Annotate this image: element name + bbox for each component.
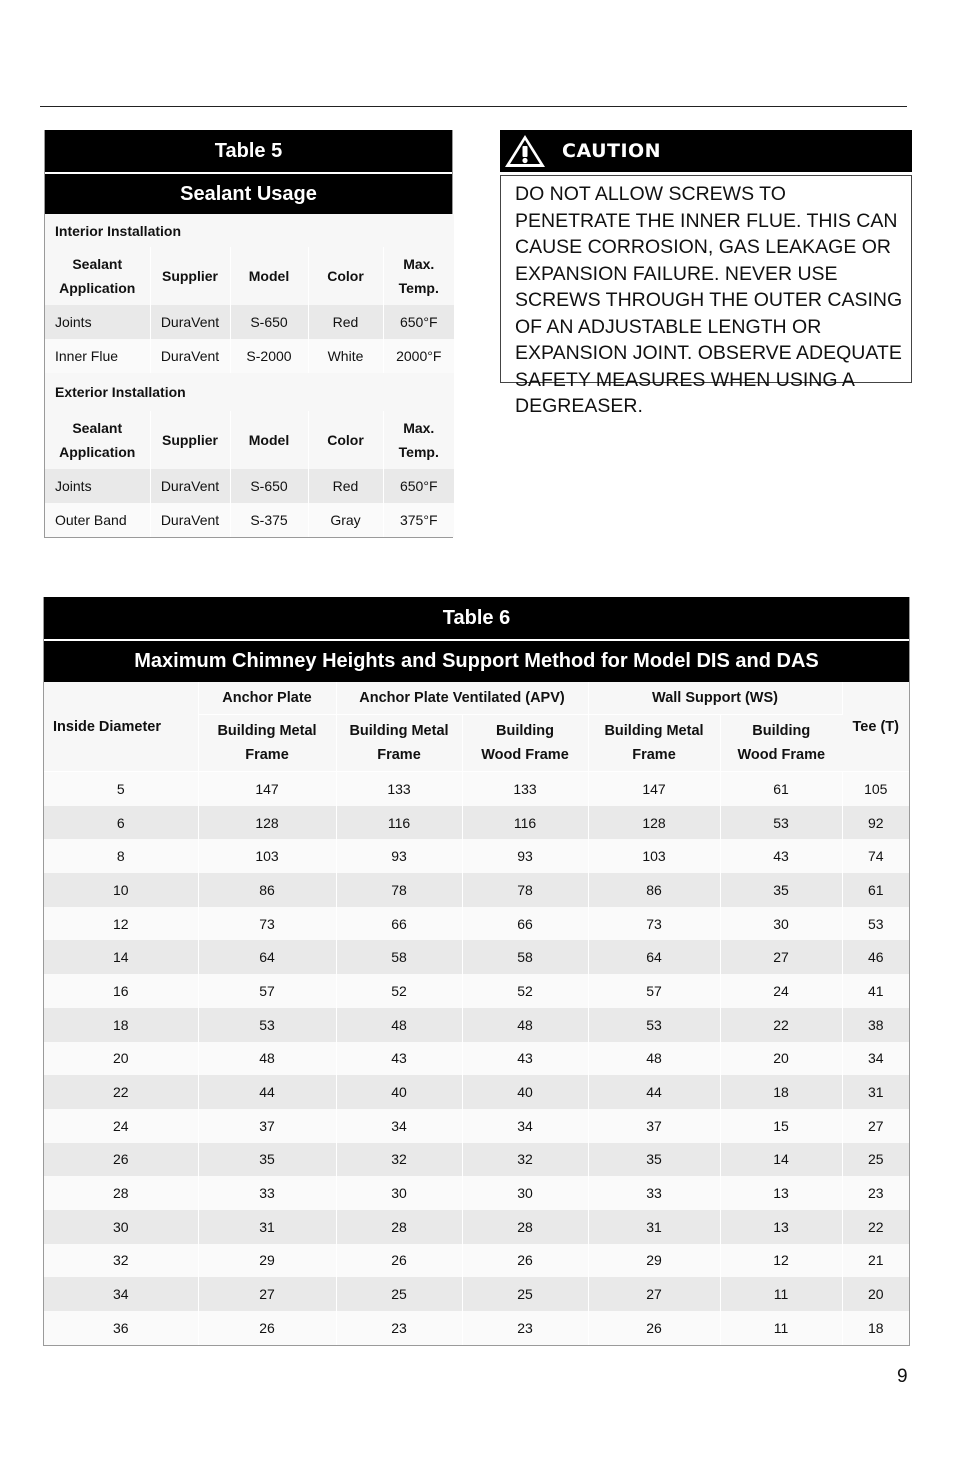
table-5-subtitle: Sealant Usage xyxy=(45,174,452,214)
cell: 34 xyxy=(336,1109,462,1143)
cell: Joints xyxy=(45,469,150,503)
cell: 13 xyxy=(720,1210,842,1244)
cell: 12 xyxy=(44,907,198,941)
cell: 86 xyxy=(198,873,336,907)
col-header-max-temp: Max. Temp. xyxy=(383,411,454,469)
cell: 24 xyxy=(44,1109,198,1143)
cell: 93 xyxy=(462,839,588,873)
cell: 26 xyxy=(336,1244,462,1278)
interior-installation-label: Interior Installation xyxy=(45,214,454,247)
cell: 28 xyxy=(336,1210,462,1244)
cell: 27 xyxy=(720,940,842,974)
cell: 133 xyxy=(336,772,462,806)
cell: 375°F xyxy=(383,503,454,537)
col-header-inside-diameter: Inside Diameter xyxy=(44,682,198,772)
table-row xyxy=(45,469,454,503)
cell: 25 xyxy=(462,1277,588,1311)
cell: 30 xyxy=(720,907,842,941)
sealant-table xyxy=(45,214,454,537)
cell: 33 xyxy=(198,1176,336,1210)
cell: 128 xyxy=(588,806,720,840)
cell: 52 xyxy=(336,974,462,1008)
cell: 53 xyxy=(588,1008,720,1042)
cell: 78 xyxy=(336,873,462,907)
cell: 6 xyxy=(44,806,198,840)
table-row xyxy=(44,839,909,873)
cell: 30 xyxy=(336,1176,462,1210)
cell: 27 xyxy=(198,1277,336,1311)
cell: 32 xyxy=(336,1143,462,1177)
cell: 37 xyxy=(198,1109,336,1143)
cell: 11 xyxy=(720,1277,842,1311)
cell: 57 xyxy=(198,974,336,1008)
caution-label: CAUTION xyxy=(562,140,662,162)
table-6 xyxy=(43,597,910,1346)
cell: 2000°F xyxy=(383,339,454,373)
cell: 32 xyxy=(462,1143,588,1177)
table-row xyxy=(44,1075,909,1109)
cell: 27 xyxy=(842,1109,909,1143)
cell: 78 xyxy=(462,873,588,907)
cell: 36 xyxy=(44,1311,198,1345)
table-row xyxy=(44,806,909,840)
table-row xyxy=(44,1109,909,1143)
cell: 22 xyxy=(720,1008,842,1042)
cell: 32 xyxy=(44,1244,198,1278)
cell: 41 xyxy=(842,974,909,1008)
table-row xyxy=(45,305,454,339)
cell: 31 xyxy=(842,1075,909,1109)
cell: 53 xyxy=(720,806,842,840)
cell: 20 xyxy=(720,1042,842,1076)
cell: DuraVent xyxy=(150,469,230,503)
cell: Red xyxy=(308,469,383,503)
table-5-title: Table 5 xyxy=(45,130,452,174)
table-row xyxy=(45,503,454,537)
cell: 23 xyxy=(462,1311,588,1345)
cell: Inner Flue xyxy=(45,339,150,373)
cell: 10 xyxy=(44,873,198,907)
cell: 26 xyxy=(462,1244,588,1278)
chimney-heights-table xyxy=(44,682,909,1345)
cell: 43 xyxy=(336,1042,462,1076)
cell: 53 xyxy=(842,907,909,941)
cell: 61 xyxy=(842,873,909,907)
col-header-sealant-application: Sealant Application xyxy=(45,247,150,305)
cell: S-650 xyxy=(230,469,308,503)
cell: 34 xyxy=(462,1109,588,1143)
cell: 29 xyxy=(198,1244,336,1278)
cell: 11 xyxy=(720,1311,842,1345)
cell: 48 xyxy=(462,1008,588,1042)
cell: DuraVent xyxy=(150,503,230,537)
col-header-wood-frame: Building Wood Frame xyxy=(720,715,842,772)
cell: 73 xyxy=(588,907,720,941)
table-6-subtitle: Maximum Chimney Heights and Support Method for Model DIS and DAS xyxy=(44,641,909,682)
table-row xyxy=(44,1008,909,1042)
cell: 86 xyxy=(588,873,720,907)
cell: 650°F xyxy=(383,305,454,339)
cell: 103 xyxy=(198,839,336,873)
cell: 44 xyxy=(198,1075,336,1109)
cell: 22 xyxy=(842,1210,909,1244)
cell: 26 xyxy=(44,1143,198,1177)
cell: 53 xyxy=(198,1008,336,1042)
cell: 34 xyxy=(842,1042,909,1076)
cell: 93 xyxy=(336,839,462,873)
cell: 58 xyxy=(462,940,588,974)
cell: 23 xyxy=(336,1311,462,1345)
cell: 21 xyxy=(842,1244,909,1278)
cell: 18 xyxy=(842,1311,909,1345)
cell: 35 xyxy=(198,1143,336,1177)
cell: 64 xyxy=(198,940,336,974)
table-row xyxy=(44,1042,909,1076)
cell: White xyxy=(308,339,383,373)
col-header-model: Model xyxy=(230,411,308,469)
cell: 46 xyxy=(842,940,909,974)
cell: S-2000 xyxy=(230,339,308,373)
cell: 20 xyxy=(44,1042,198,1076)
cell: 48 xyxy=(198,1042,336,1076)
cell: 43 xyxy=(720,839,842,873)
col-header-tee: Tee (T) xyxy=(842,682,909,772)
cell: DuraVent xyxy=(150,339,230,373)
page-number: 9 xyxy=(897,1366,908,1387)
cell: 128 xyxy=(198,806,336,840)
cell: 33 xyxy=(588,1176,720,1210)
cell: 650°F xyxy=(383,469,454,503)
cell: 64 xyxy=(588,940,720,974)
table-row xyxy=(44,1277,909,1311)
cell: 25 xyxy=(842,1143,909,1177)
cell: 20 xyxy=(842,1277,909,1311)
cell: 48 xyxy=(588,1042,720,1076)
cell: 52 xyxy=(462,974,588,1008)
top-rule xyxy=(40,106,907,107)
cell: 116 xyxy=(336,806,462,840)
table-row xyxy=(44,1210,909,1244)
col-header-supplier: Supplier xyxy=(150,411,230,469)
cell: 116 xyxy=(462,806,588,840)
cell: 57 xyxy=(588,974,720,1008)
col-header-color: Color xyxy=(308,247,383,305)
col-group-anchor-plate: Anchor Plate xyxy=(198,682,336,715)
table-6-title: Table 6 xyxy=(44,597,909,641)
table-row xyxy=(44,772,909,806)
cell: 30 xyxy=(462,1176,588,1210)
cell: 29 xyxy=(588,1244,720,1278)
cell: 16 xyxy=(44,974,198,1008)
cell: S-375 xyxy=(230,503,308,537)
exterior-installation-label: Exterior Installation xyxy=(45,373,454,411)
table-row xyxy=(44,1176,909,1210)
cell: 66 xyxy=(462,907,588,941)
cell: 15 xyxy=(720,1109,842,1143)
table-row xyxy=(44,940,909,974)
col-header-supplier: Supplier xyxy=(150,247,230,305)
cell: Outer Band xyxy=(45,503,150,537)
cell: 31 xyxy=(198,1210,336,1244)
cell: 48 xyxy=(336,1008,462,1042)
cell: 43 xyxy=(462,1042,588,1076)
cell: 14 xyxy=(720,1143,842,1177)
cell: 147 xyxy=(198,772,336,806)
cell: 24 xyxy=(720,974,842,1008)
table-5 xyxy=(44,130,453,538)
cell: 44 xyxy=(588,1075,720,1109)
cell: 13 xyxy=(720,1176,842,1210)
table-row xyxy=(44,1244,909,1278)
cell: 28 xyxy=(44,1176,198,1210)
cell: 58 xyxy=(336,940,462,974)
cell: Gray xyxy=(308,503,383,537)
table-row xyxy=(44,974,909,1008)
cell: 133 xyxy=(462,772,588,806)
cell: 66 xyxy=(336,907,462,941)
cell: 105 xyxy=(842,772,909,806)
table-row xyxy=(44,1311,909,1345)
cell: Red xyxy=(308,305,383,339)
caution-text: DO NOT ALLOW SCREWS TO PENETRATE THE INNER FLUE. THIS CAN CAUSE CORROSION, GAS LEAKAGE OR EXPANSION FAILURE. NEVER USE SCREWS THROUGH THE OUTER CASING OF AN ADJUSTABLE LENGTH OR EXPANSION JOINT. OBSERVE ADEQUATE SAFETY MEASURES WHEN USING A DEGREASER. xyxy=(500,175,912,383)
col-header-metal-frame: Building Metal Frame xyxy=(588,715,720,772)
cell: 14 xyxy=(44,940,198,974)
cell: Joints xyxy=(45,305,150,339)
table-row xyxy=(44,907,909,941)
cell: 8 xyxy=(44,839,198,873)
caution-header xyxy=(500,130,912,172)
cell: 34 xyxy=(44,1277,198,1311)
cell: 26 xyxy=(198,1311,336,1345)
cell: 22 xyxy=(44,1075,198,1109)
cell: 5 xyxy=(44,772,198,806)
cell: 40 xyxy=(462,1075,588,1109)
cell: 12 xyxy=(720,1244,842,1278)
cell: 38 xyxy=(842,1008,909,1042)
col-header-model: Model xyxy=(230,247,308,305)
table-row xyxy=(44,1143,909,1177)
col-header-wood-frame: Building Wood Frame xyxy=(462,715,588,772)
cell: S-650 xyxy=(230,305,308,339)
cell: 35 xyxy=(720,873,842,907)
cell: 92 xyxy=(842,806,909,840)
cell: 25 xyxy=(336,1277,462,1311)
cell: 73 xyxy=(198,907,336,941)
cell: 103 xyxy=(588,839,720,873)
cell: DuraVent xyxy=(150,305,230,339)
col-header-sealant-application: Sealant Application xyxy=(45,411,150,469)
col-header-metal-frame: Building Metal Frame xyxy=(198,715,336,772)
cell: 18 xyxy=(44,1008,198,1042)
cell: 27 xyxy=(588,1277,720,1311)
col-header-metal-frame: Building Metal Frame xyxy=(336,715,462,772)
cell: 30 xyxy=(44,1210,198,1244)
cell: 147 xyxy=(588,772,720,806)
table-row xyxy=(45,339,454,373)
caution-box xyxy=(500,130,912,417)
cell: 18 xyxy=(720,1075,842,1109)
col-group-apv: Anchor Plate Ventilated (APV) xyxy=(336,682,588,715)
warning-triangle-icon xyxy=(500,130,550,172)
col-group-wall-support: Wall Support (WS) xyxy=(588,682,842,715)
cell: 61 xyxy=(720,772,842,806)
col-header-max-temp: Max. Temp. xyxy=(383,247,454,305)
cell: 40 xyxy=(336,1075,462,1109)
table-row xyxy=(44,873,909,907)
cell: 35 xyxy=(588,1143,720,1177)
cell: 28 xyxy=(462,1210,588,1244)
cell: 74 xyxy=(842,839,909,873)
cell: 37 xyxy=(588,1109,720,1143)
cell: 23 xyxy=(842,1176,909,1210)
col-header-color: Color xyxy=(308,411,383,469)
cell: 31 xyxy=(588,1210,720,1244)
cell: 26 xyxy=(588,1311,720,1345)
